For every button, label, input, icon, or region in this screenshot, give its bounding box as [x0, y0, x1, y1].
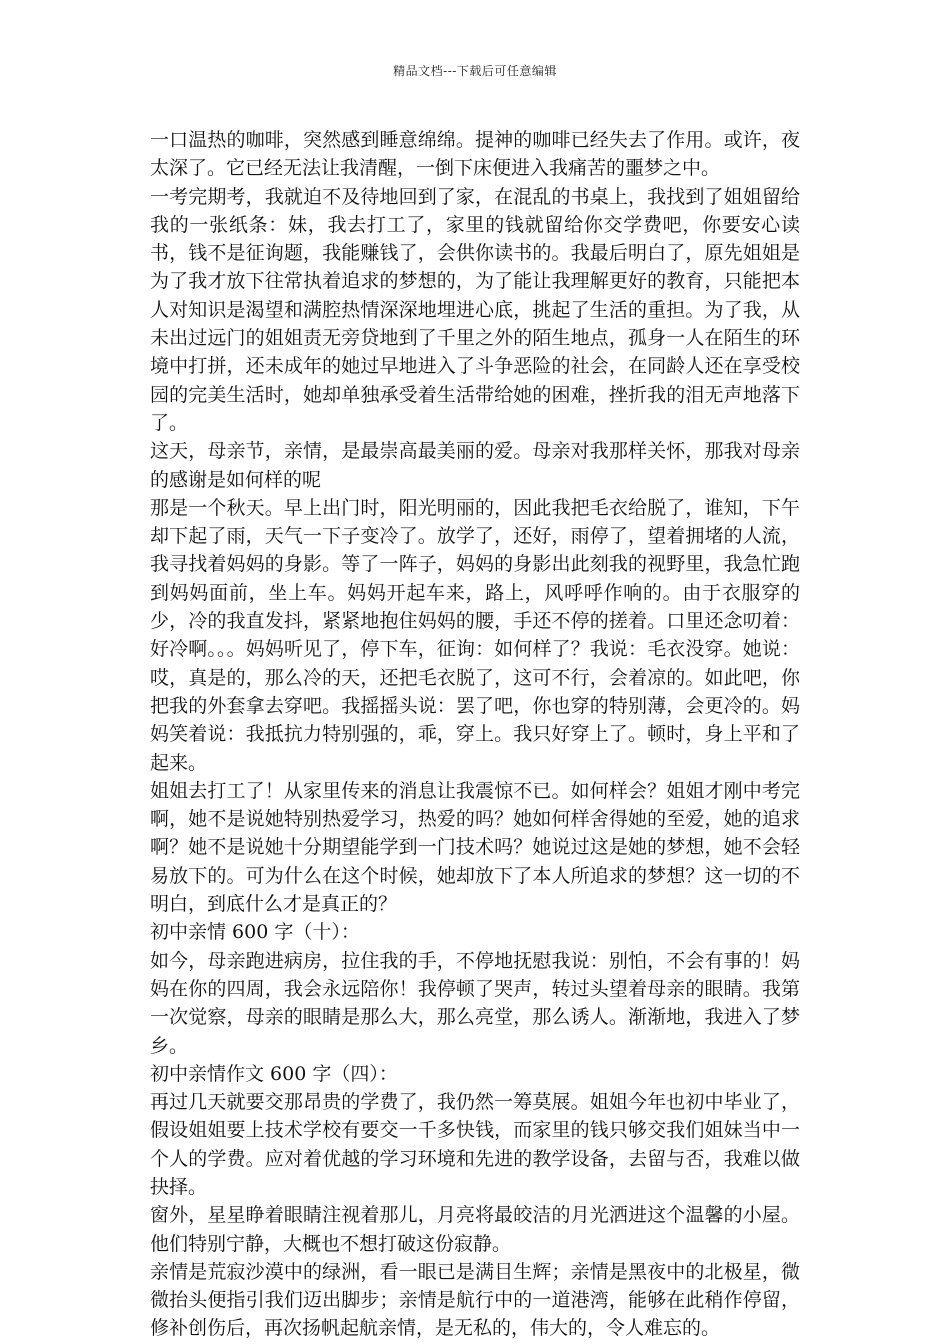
paragraph: 那是一个秋天。早上出门时，阳光明丽的，因此我把毛衣给脱了，谁知，下午却下起了雨，天气一下子变冷了。放学了，还好，雨停了，望着拥堵的人流，我寻找着妈妈的身影。等了一阵子，妈妈的身影出此刻我的视野里，我急忙跑到妈妈面前，坐上车。妈妈开起车来，路上，风呼呼作响的。由于衣服穿的少，冷的我直发抖，紧紧地抱住妈妈的腰，手还不停的搓着。口里还念叨着：好冷啊。。。妈妈听见了，停下车，征询：如何样了？我说：毛衣没穿。她说：哎，真是的，那么冷的天，还把毛衣脱了，这可不行，会着凉的。如此吧，你把我的外套拿去穿吧。我摇摇头说：罢了吧，你也穿的特别薄，会更冷的。妈妈笑着说：我抵抗力特别强的，乖，穿上。我只好穿上了。顿时，身上平和了起来。 [150, 496, 800, 774]
section-heading: 初中亲情 600 字（十）： [150, 921, 360, 944]
paragraph: 一考完期考，我就迫不及待地回到了家，在混乱的书桌上，我找到了姐姐留给我的一张纸条：妹，我去打工了，家里的钱就留给你交学费吧，你要安心读书，钱不是征询题，我能赚钱了，会供你读书的。我最后明白了，原先姐姐是为了我才放下往常执着追求的梦想的，为了能让我理解更好的教育，只能把本人对知识是渴望和满腔热情深深地埋进心底，挑起了生活的重担。为了我，从未出过远门的姐姐责无旁贷地到了千里之外的陌生地点，孤身一人在陌生的环境中打拼，还未成年的她过早地进入了斗争恶险的社会，在同龄人还在享受校园的完美生活时，她却单独承受着生活带给她的困难，挫折我的泪无声地落下了。 [150, 185, 800, 434]
paragraph: 再过几天就要交那昂贵的学费了，我仍然一筹莫展。姐姐今年也初中毕业了，假设姐姐要上技术学校有要交一千多快钱，而家里的钱只够交我们姐妹当中一个人的学费。应对着优越的学习环境和先进的教学设备，去留与否，我难以做抉择。 [150, 1091, 800, 1198]
page-header: 精品文档---下载后可任意编辑 [393, 64, 557, 78]
paragraph: 这天，母亲节，亲情，是最崇高最美丽的爱。母亲对我那样关怀，那我对母亲的感谢是如何样的呢 [150, 440, 800, 491]
paragraph: 窗外，星星睁着眼睛注视着那儿，月亮将最皎洁的月光洒进这个温馨的小屋。他们特别宁静，大概也不想打破这份寂静。 [150, 1204, 800, 1255]
paragraph: 亲情是荒寂沙漠中的绿洲，看一眼已是满目生辉；亲情是黑夜中的北极星，微微抬头便指引我们迈出脚步；亲情是航行中的一道港湾，能够在此稍作停留，修补创伤后，再次扬帆起航亲情，是无私的，伟大的，令人难忘的。 [150, 1260, 800, 1340]
paragraph: 一口温热的咖啡，突然感到睡意绵绵。提神的咖啡已经失去了作用。或许，夜太深了。它已经无法让我清醒，一倒下床便进入我痛苦的噩梦之中。 [150, 129, 800, 180]
document-body [150, 126, 800, 1343]
paragraph: 姐姐去打工了！从家里传来的消息让我震惊不已。如何样会？姐姐才刚中考完啊，她不是说她特别热爱学习，热爱的吗？她如何样舍得她的至爱，她的追求啊？她不是说她十分期望能学到一门技术吗？她说过这是她的梦想，她不会轻易放下的。可为什么在这个时候，她却放下了本人所追求的梦想？这一切的不明白，到底什么才是真正的？ [150, 779, 800, 916]
section-heading: 初中亲情作文 600 字（四）： [150, 1062, 398, 1085]
paragraph: 如今，母亲跑进病房，拉住我的手，不停地抚慰我说：别怕，不会有事的！妈妈在你的四周，我会永远陪你！我停顿了哭声，转过头望着母亲的眼睛。我第一次觉察，母亲的眼睛是那么大，那么亮堂，那么诱人。渐渐地，我进入了梦乡。 [150, 949, 800, 1057]
